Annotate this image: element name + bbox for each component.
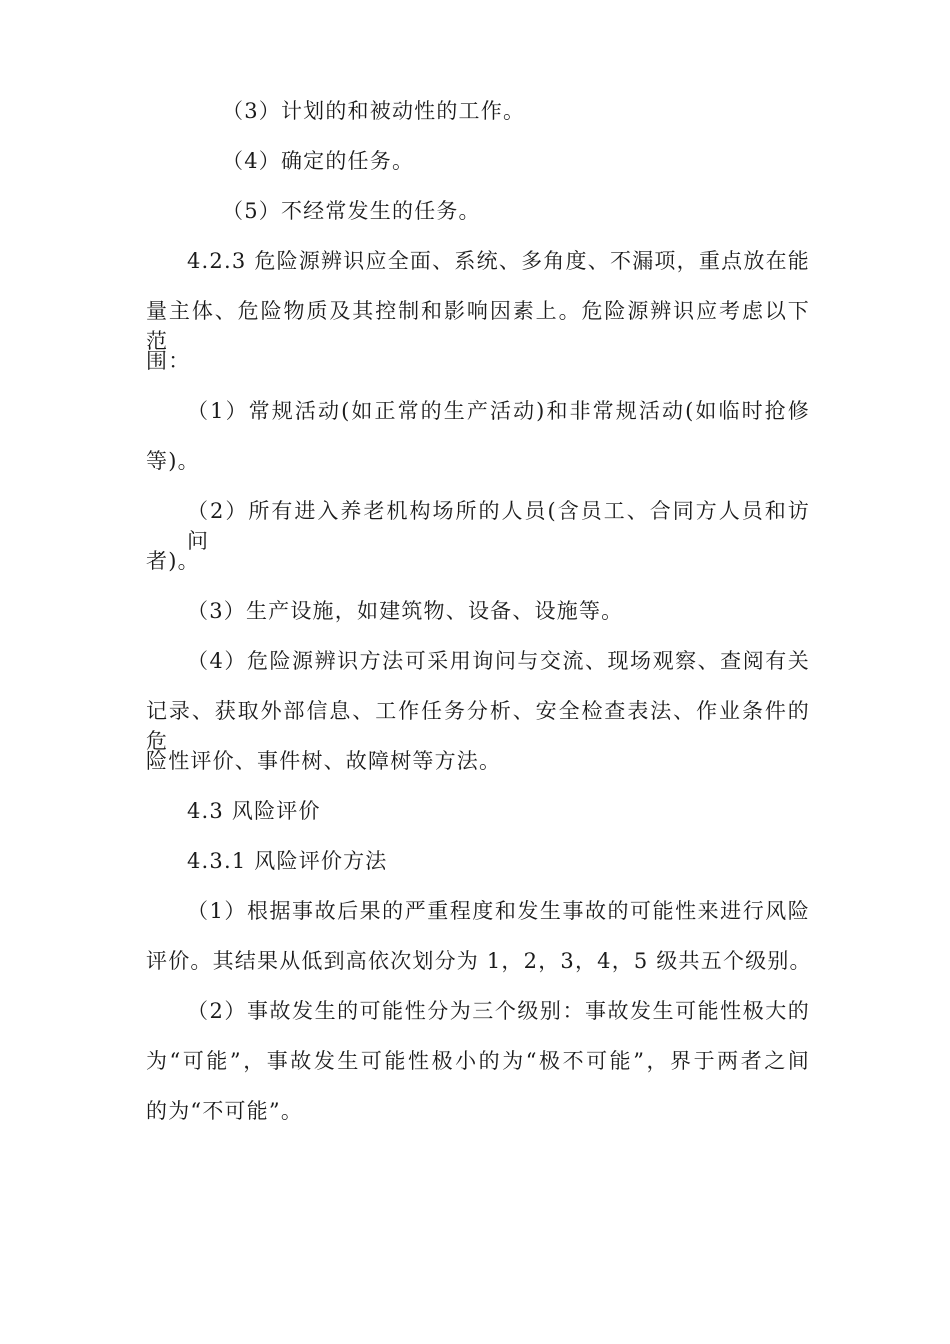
method-item-1-line-2: 评价。其结果从低到高依次划分为 1，2，3，4，5 级共五个级别。: [146, 949, 812, 973]
scope-item-3: （3）生产设施，如建筑物、设备、设施等。: [187, 599, 624, 623]
scope-item-1-line-2: 等)。: [146, 449, 200, 473]
section-4-2-3-line-3: 围：: [146, 349, 191, 373]
method-item-2-line-3: 的为“不可能”。: [146, 1099, 304, 1123]
section-heading-4-3: 4.3 风险评价: [187, 799, 321, 823]
scope-item-2-line-1: （2）所有进入养老机构场所的人员(含员工、合同方人员和访问: [187, 499, 810, 553]
section-4-2-3-line-1: 4.2.3 危险源辨识应全面、系统、多角度、不漏项，重点放在能: [187, 249, 810, 273]
scope-item-4-line-3: 险性评价、事件树、故障树等方法。: [146, 749, 502, 773]
scope-item-2-line-2: 者)。: [146, 549, 200, 573]
list-item-5-infrequent-tasks: （5）不经常发生的任务。: [222, 199, 481, 223]
section-heading-4-3-1: 4.3.1 风险评价方法: [187, 849, 388, 873]
scope-item-4-line-2: 记录、获取外部信息、工作任务分析、安全检查表法、作业条件的危: [146, 699, 810, 753]
list-item-3-planned-work: （3）计划的和被动性的工作。: [222, 99, 526, 123]
method-item-2-line-2: 为“可能”，事故发生可能性极小的为“极不可能”，界于两者之间: [146, 1049, 810, 1073]
list-item-4-defined-tasks: （4）确定的任务。: [222, 149, 415, 173]
scope-item-1-line-1: （1）常规活动(如正常的生产活动)和非常规活动(如临时抢修: [187, 399, 810, 423]
scope-item-4-line-1: （4）危险源辨识方法可采用询问与交流、现场观察、查阅有关: [187, 649, 810, 673]
method-item-1-line-1: （1）根据事故后果的严重程度和发生事故的可能性来进行风险: [187, 899, 810, 923]
section-4-2-3-line-2: 量主体、危险物质及其控制和影响因素上。危险源辨识应考虑以下范: [146, 299, 810, 353]
method-item-2-line-1: （2）事故发生的可能性分为三个级别：事故发生可能性极大的: [187, 999, 810, 1023]
